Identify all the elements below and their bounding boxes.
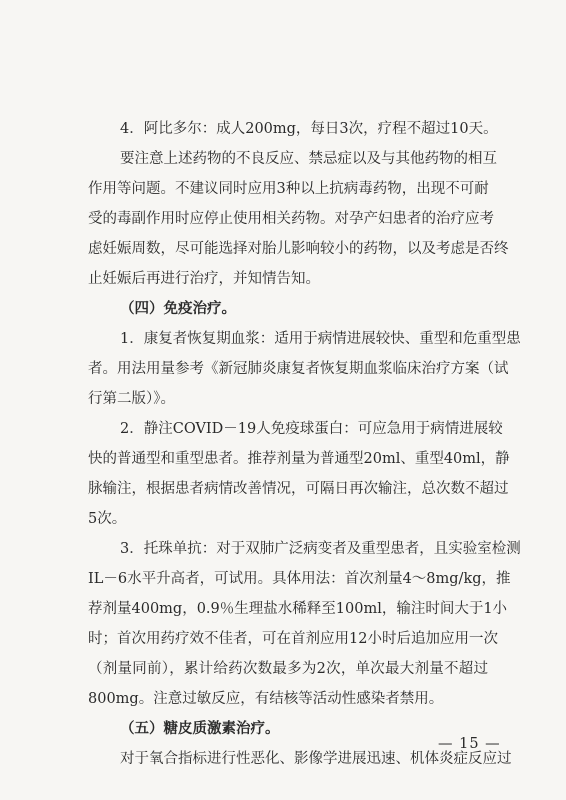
text-line: 虑妊娠周数，尽可能选择对胎儿影响较小的药物，以及考虑是否终	[88, 241, 509, 257]
text-line: 作用等问题。不建议同时应用3种以上抗病毒药物，出现不可耐	[88, 181, 489, 197]
text-line: 3．托珠单抗：对于双肺广泛病变者及重型患者，且实验室检测	[120, 541, 521, 557]
text-line: 对于氧合指标进行性恶化、影像学进展迅速、机体炎症反应过	[120, 751, 512, 767]
text-line: 止妊娠后再进行治疗，并知情告知。	[88, 271, 320, 287]
text-line: 要注意上述药物的不良反应、禁忌症以及与其他药物的相互	[120, 151, 497, 167]
text-line: 1．康复者恢复期血浆：适用于病情进展较快、重型和危重型患	[120, 331, 521, 347]
text-line: 800mg。注意过敏反应，有结核等活动性感染者禁用。	[88, 691, 444, 707]
text-line: 行第二版）》。	[88, 391, 175, 407]
text-line: 2．静注COVID－19人免疫球蛋白：可应急用于病情进展较	[120, 421, 503, 437]
section-heading: （四）免疫治疗。	[120, 300, 236, 317]
text-line: 者。用法用量参考《新冠肺炎康复者恢复期血浆临床治疗方案（试	[88, 361, 509, 377]
page-number: — 15 —	[438, 736, 501, 752]
text-line: （剂量同前），累计给药次数最多为2次，单次最大剂量不超过	[88, 661, 488, 677]
text-line: 快的普通型和重型患者。推荐剂量为普通型20ml、重型40ml，静	[88, 451, 510, 467]
text-line: 受的毒副作用时应停止使用相关药物。对孕产妇患者的治疗应考	[88, 211, 494, 227]
text-line: 荐剂量400mg，0.9％生理盐水稀释至100ml，输注时间大于1小	[88, 601, 508, 617]
text-line: 4．阿比多尔：成人200mg，每日3次，疗程不超过10天。	[120, 121, 498, 137]
text-line: IL－6水平升高者，可试用。具体用法：首次剂量4～8mg/kg，推	[88, 571, 511, 587]
text-line: 时；首次用药疗效不佳者，可在首剂应用12小时后追加应用一次	[88, 631, 498, 647]
section-heading: （五）糖皮质激素治疗。	[120, 720, 280, 737]
text-line: 脉输注，根据患者病情改善情况，可隔日再次输注，总次数不超过	[88, 481, 509, 497]
text-line: 5次。	[88, 511, 127, 527]
